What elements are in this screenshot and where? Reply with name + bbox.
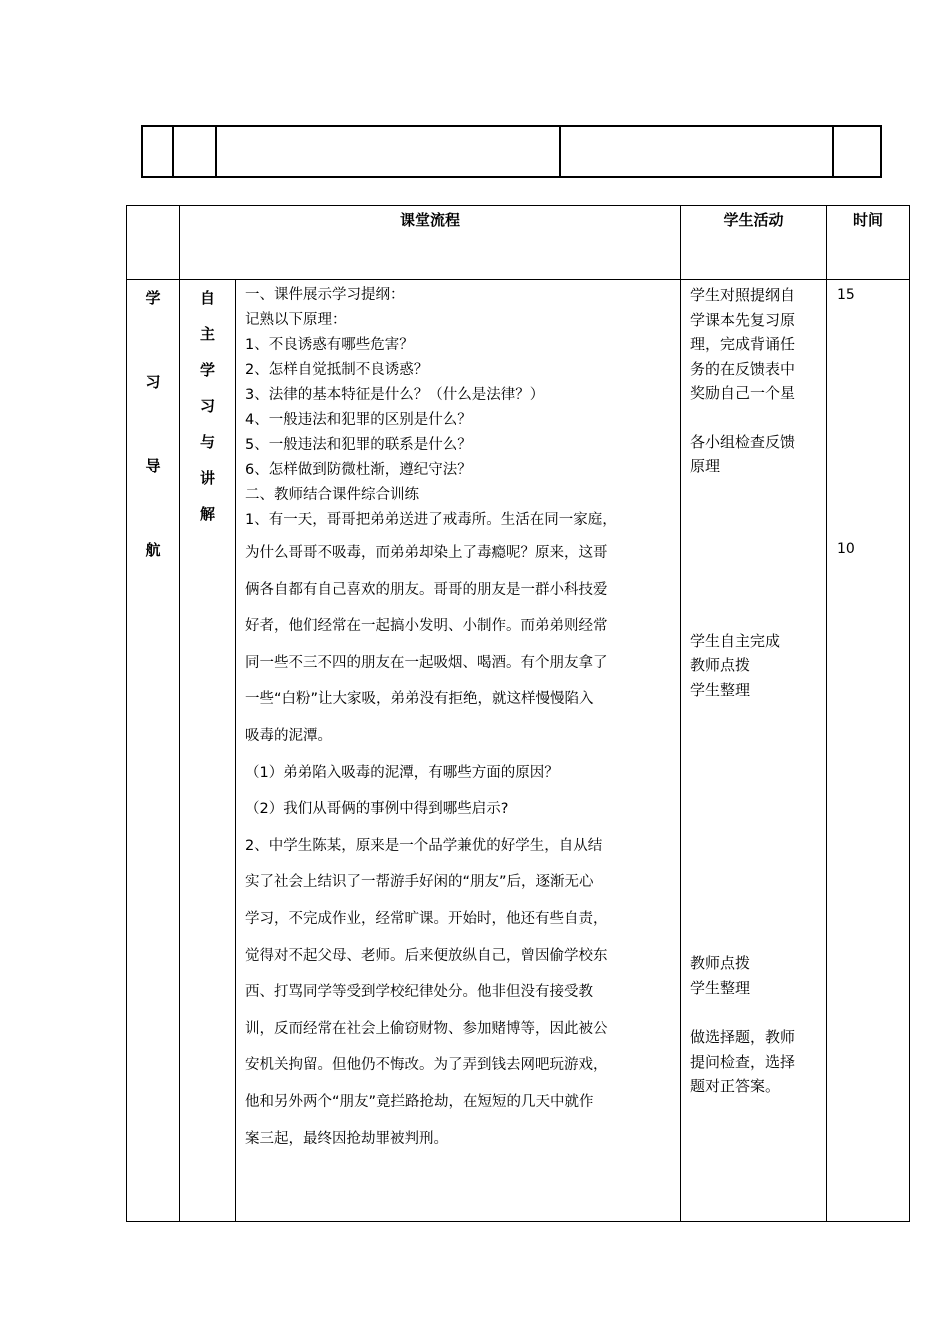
top-cell-5 xyxy=(833,126,881,177)
header-flow: 课堂流程 xyxy=(180,206,681,280)
activity-line: 学生整理 xyxy=(690,978,751,997)
section-char: 学 xyxy=(145,289,161,307)
content-line: 6、怎样做到防微杜渐，遵纪守法？ xyxy=(245,462,472,478)
content-line: 一、课件展示学习提纲： xyxy=(245,287,405,303)
activity-line: 学生对照提纲自 xyxy=(690,286,796,304)
activity-line: 学生整理 xyxy=(690,680,751,699)
content-line: 2、怎样自觉抵制不良诱惑？ xyxy=(245,362,429,378)
content-line: 吸毒的泥潭。 xyxy=(245,727,332,744)
section-char: 习 xyxy=(145,373,161,391)
content-line: 一些“白粉”让大家吸，弟弟没有拒绝，就这样慢慢陷入 xyxy=(245,691,594,708)
content-line: 案三起，最终因抢劫罪被判刑。 xyxy=(245,1130,448,1147)
subsection-char: 学 xyxy=(199,361,215,379)
activity-line: 提问检查，选择 xyxy=(690,1052,796,1071)
activity-group xyxy=(690,430,818,479)
activity-line: 教师点拨 xyxy=(690,954,751,972)
content-line: 觉得对不起父母、老师。后来便放纵自己，曾因偷学校东 xyxy=(245,947,608,964)
content-line: 3、法律的基本特征是什么？（什么是法律？） xyxy=(245,387,545,403)
content-line: 4、一般违法和犯罪的区别是什么？ xyxy=(245,412,472,428)
activity-line: 务的在反馈表中 xyxy=(690,359,796,378)
content-line: 2、中学生陈某，原来是一个品学兼优的好学生，自从结 xyxy=(245,837,603,854)
activity-line: 奖励自己一个星 xyxy=(690,384,796,402)
top-cell-1 xyxy=(142,126,173,177)
top-cell-4 xyxy=(560,126,833,177)
activity-line: 教师点拨 xyxy=(690,656,751,674)
subsection-label xyxy=(180,280,236,1222)
activity-line: 学生自主完成 xyxy=(690,631,781,650)
content-line: 记熟以下原理： xyxy=(245,312,347,328)
subsection-char: 自 xyxy=(199,289,215,307)
subsection-char: 与 xyxy=(199,433,215,451)
content-line: 学习，不完成作业，经常旷课。开始时，他还有些自责， xyxy=(245,910,608,927)
activity-line: 原理 xyxy=(690,457,721,475)
activity-line: 理，完成背诵任 xyxy=(690,335,796,353)
content-line: 1、不良诱惑有哪些危害？ xyxy=(245,337,414,353)
content-line: 5、一般违法和犯罪的联系是什么？ xyxy=(245,437,472,453)
header-time: 时间 xyxy=(827,206,910,280)
content-line: 1、有一天，哥哥把弟弟送进了戒毒所。生活在同一家庭， xyxy=(245,512,617,528)
subsection-char: 讲 xyxy=(199,469,215,487)
top-empty-table xyxy=(141,125,882,178)
section-char: 导 xyxy=(145,457,161,475)
content-line: 安机关拘留。但他仍不悔改。为了弄到钱去网吧玩游戏， xyxy=(245,1057,608,1074)
header-empty-cell xyxy=(127,206,180,280)
time-column xyxy=(827,280,910,1222)
body-row xyxy=(127,280,910,1222)
subsection-char: 主 xyxy=(199,325,215,343)
activity-line: 学课本先复习原 xyxy=(690,310,796,329)
content-line: 训，反而经常在社会上偷窃财物、参加赌博等，因此被公 xyxy=(245,1020,608,1037)
top-cell-2 xyxy=(173,126,216,177)
activity-line: 做选择题，教师 xyxy=(690,1028,796,1046)
lesson-content xyxy=(236,280,681,1222)
activity-group xyxy=(690,283,818,406)
activity-group xyxy=(690,629,818,703)
content-line: 为什么哥哥不吸毒，而弟弟却染上了毒瘾呢？原来，这哥 xyxy=(245,545,608,561)
lesson-plan-table xyxy=(126,205,910,1222)
activity-line: 题对正答案。 xyxy=(690,1077,781,1095)
content-line: 好者，他们经常在一起搞小发明、小制作。而弟弟则经常 xyxy=(245,618,608,635)
student-activity xyxy=(681,280,827,1222)
content-line: （2）我们从哥俩的事例中得到哪些启示? xyxy=(245,801,509,818)
case-block xyxy=(245,535,672,1157)
content-line: 西、打骂同学等受到学校纪律处分。他非但没有接受教 xyxy=(245,984,593,1001)
content-line: 俩各自都有自己喜欢的朋友。哥哥的朋友是一群小科技爱 xyxy=(245,581,608,598)
content-line: 同一些不三不四的朋友在一起吸烟、喝酒。有个朋友拿了 xyxy=(245,654,608,671)
time-value: 15 xyxy=(837,287,855,303)
header-row xyxy=(127,206,910,280)
content-line: 实了社会上结识了一帮游手好闲的“朋友”后，逐渐无心 xyxy=(245,874,594,891)
header-activity: 学生活动 xyxy=(681,206,827,280)
top-cell-3 xyxy=(216,126,560,177)
outline-block xyxy=(245,283,672,533)
activity-group xyxy=(690,1025,818,1099)
time-value: 10 xyxy=(837,541,855,557)
section-label xyxy=(127,280,180,1222)
subsection-char: 解 xyxy=(199,505,215,523)
content-line: 他和另外两个“朋友”竟拦路抢劫，在短短的几天中就作 xyxy=(245,1093,594,1110)
subsection-char: 习 xyxy=(199,397,215,415)
content-line: （1）弟弟陷入吸毒的泥潭，有哪些方面的原因？ xyxy=(245,764,559,781)
content-line: 二、教师结合课件综合训练 xyxy=(245,487,419,503)
section-char: 航 xyxy=(145,541,161,559)
activity-line: 各小组检查反馈 xyxy=(690,432,796,451)
activity-group xyxy=(690,951,818,1000)
